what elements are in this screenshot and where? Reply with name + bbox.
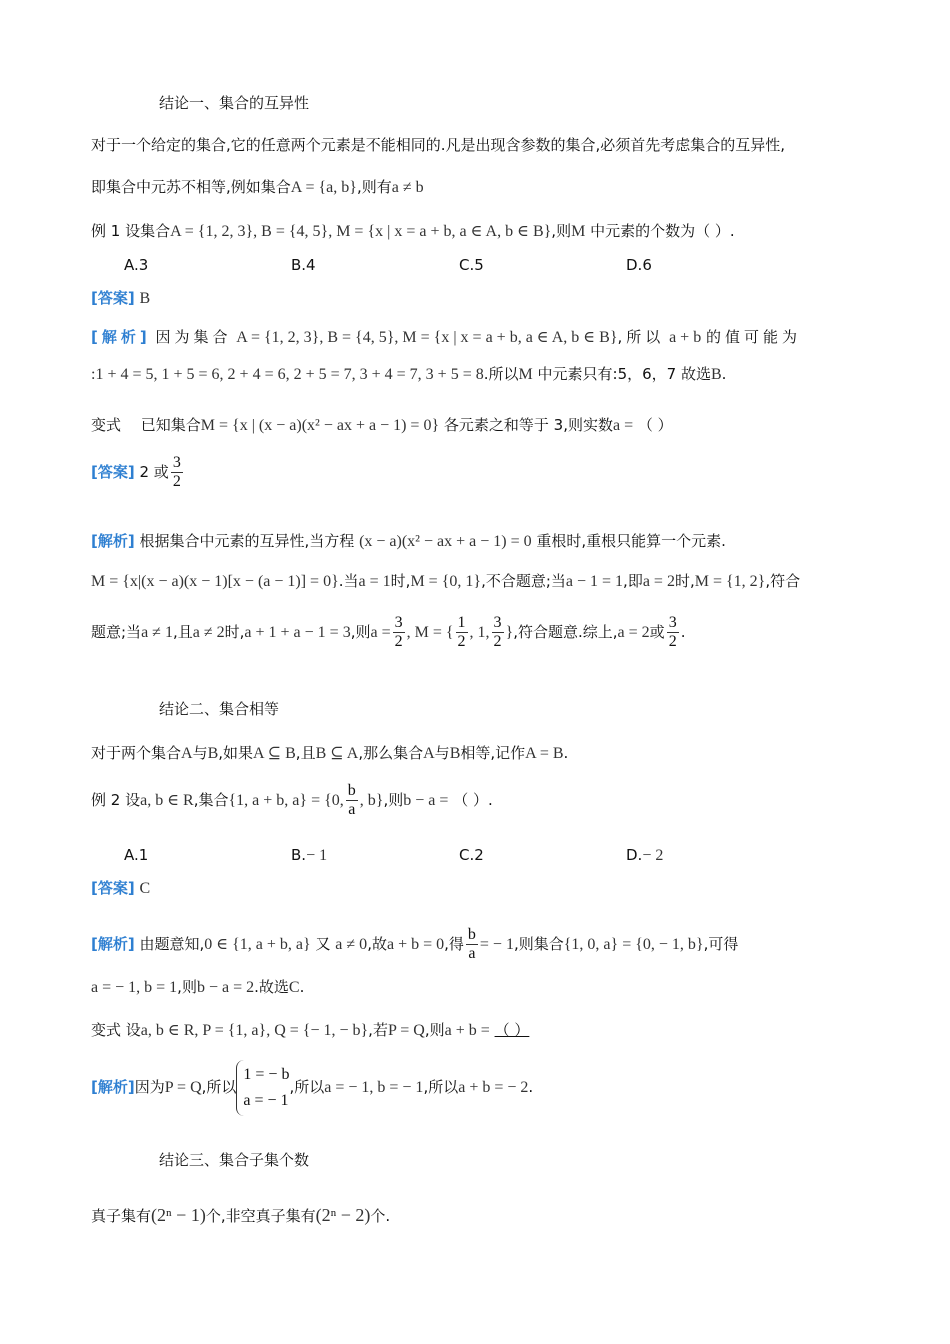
s2-paragraph-1: 对于两个集合A与B,如果A ⊆ B,且B ⊆ A,那么集合A与B相等,记作A = B. — [91, 744, 569, 762]
explanation-1-line-1: [解析] 因为集合 A = {1, 2, 3}, B = {4, 5}, M = {x | x = a + b, a ∈ A, b ∈ B},所以 a + b 的值可能为 — [91, 328, 801, 346]
fraction: $\frac{3}{2}$ — [172, 454, 181, 490]
option-c: C.5 — [459, 256, 484, 274]
explanation-2-line-2: M = {x|(x − a)(x − 1)[x − (a − 1)] = 0}.当a = 1时,M = {0, 1},不合题意;当a − 1 = 1,即a = 2时,M = {1, 2},符合 — [91, 572, 801, 590]
explanation-1-line-2: :1 + 4 = 5, 1 + 5 = 6, 2 + 4 = 6, 2 + 5 = 7, 3 + 4 = 7, 3 + 5 = 8.所以M 中元素只有:5，6，7 故选B. — [91, 365, 727, 383]
option-d: D.6 — [626, 256, 652, 274]
option-b: B.4 — [291, 256, 316, 274]
explanation-3-line-1: [解析] 由题意知,0 ∈ {1, a + b, a} 又 a ≠ 0,故a + b = 0,得 $\frac{b}{a}$ = − 1,则集合{1, 0, a} = {0, − 1, b},可得 — [91, 926, 739, 962]
s1-paragraph-1: 对于一个给定的集合,它的任意两个元素是不能相同的.凡是出现含参数的集合,必须首先考虑集合的互异性, — [91, 136, 786, 154]
variant-1: 变式 已知集合M = {x | (x − a)(x² − ax + a − 1) = 0} 各元素之和等于 3,则实数a = （ ） — [91, 416, 673, 434]
answer-2: [答案] 2 或 $\frac{3}{2}$ — [91, 454, 181, 490]
answer-tag: [答案] — [91, 289, 135, 307]
solution-2: [解析]因为P = Q,所以 1 = − b a = − 1 ,所以a = − 1, b = − 1,所以a + b = − 2. — [91, 1054, 870, 1121]
equation-system: 1 = − b a = − 1 — [236, 1060, 289, 1116]
option-a: A.3 — [124, 256, 149, 274]
explanation-2-line-1: [解析] 根据集合中元素的互异性,当方程 (x − a)(x² − ax + a − 1) = 0 重根时,重根只能算一个元素. — [91, 532, 726, 550]
answer-value: B — [139, 290, 151, 307]
example-2: 例 2 设a, b ∈ R,集合{1, a + b, a} = {0, $\frac{b}{a}$ , b},则b − a = （ ）. — [91, 782, 493, 818]
explanation-3-line-2: a = − 1, b = 1,则b − a = 2.故选C. — [91, 978, 305, 996]
answer-3: [答案] C — [91, 879, 151, 897]
example-1: 例 1 设集合A = {1, 2, 3}, B = {4, 5}, M = {x | x = a + b, a ∈ A, b ∈ B},则M 中元素的个数为（ ）. — [91, 222, 735, 240]
variant-2: 变式 设a, b ∈ R, P = {1, a}, Q = {− 1, − b},若P = Q,则a + b = （ ） — [91, 1021, 530, 1039]
section-1-title: 结论一、集合的互异性 — [159, 94, 310, 112]
explanation-2-line-3: 题意;当a ≠ 1,且a ≠ 2时,a + 1 + a − 1 = 3,则a = $\frac{3}{2}$ , M = { $\frac{1}{2}$ , 1, $\frac{3}{2}$ },符合题意.综上,a = 2或 $\frac{3}{2}$ . — [91, 614, 686, 650]
section-2-title: 结论二、集合相等 — [159, 700, 280, 718]
answer-1 — [91, 287, 870, 310]
answer-blank: （ ） — [494, 1021, 530, 1039]
option-d: D.− 2 — [626, 846, 664, 864]
section-3-title: 结论三、集合子集个数 — [159, 1151, 310, 1169]
option-a: A.1 — [124, 846, 149, 864]
s1-paragraph-2: 即集合中元苏不相等,例如集合A = {a, b},则有a ≠ b — [91, 178, 424, 196]
option-b: B.− 1 — [291, 846, 328, 864]
option-c: C.2 — [459, 846, 484, 864]
s3-paragraph-1: 真子集有(2ⁿ − 1)个,非空真子集有(2ⁿ − 2)个. — [91, 1205, 391, 1225]
